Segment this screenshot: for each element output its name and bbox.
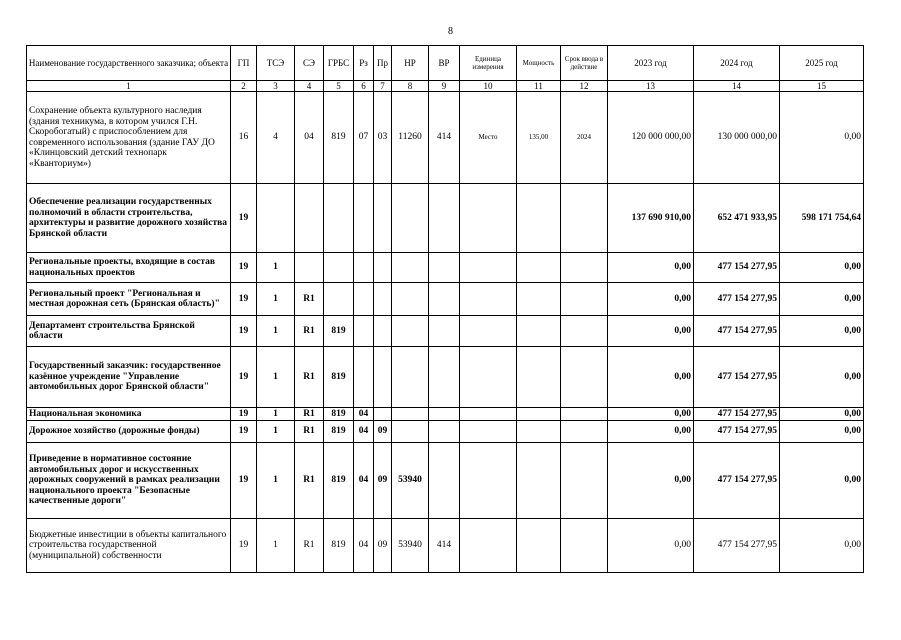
table-cell [374, 184, 392, 253]
table-row [27, 347, 864, 408]
table-cell: 19 [231, 184, 257, 253]
table-cell [460, 443, 517, 519]
table-cell [517, 283, 561, 316]
table-cell: 477 154 277,95 [694, 519, 780, 573]
table-cell: 53940 [392, 519, 429, 573]
header-row [27, 46, 864, 81]
table-cell [517, 408, 561, 421]
table-cell [354, 283, 374, 316]
table-cell [517, 316, 561, 347]
header-cell: Мощность [517, 46, 561, 81]
table-cell: 0,00 [780, 408, 864, 421]
table-cell: 0,00 [608, 408, 694, 421]
table-cell: 0,00 [780, 421, 864, 443]
table-cell: 1 [257, 253, 295, 283]
table-cell [517, 184, 561, 253]
table-cell: 19 [231, 283, 257, 316]
header-cell: ГРБС [324, 46, 354, 81]
table-cell: R1 [295, 316, 324, 347]
table-cell [295, 253, 324, 283]
table-cell [429, 408, 460, 421]
table-cell [429, 347, 460, 408]
table-cell [354, 347, 374, 408]
table-cell [561, 316, 608, 347]
table-cell: 1 [257, 443, 295, 519]
table-cell: R1 [295, 408, 324, 421]
col-number: 6 [354, 81, 374, 92]
table-cell [429, 443, 460, 519]
table-cell: 819 [324, 421, 354, 443]
header-cell: 2023 год [608, 46, 694, 81]
table-cell: R1 [295, 283, 324, 316]
table-cell: 4 [257, 92, 295, 184]
table-cell: 09 [374, 443, 392, 519]
table-cell [460, 253, 517, 283]
table-cell: 414 [429, 519, 460, 573]
table-cell [517, 519, 561, 573]
table-cell [374, 316, 392, 347]
col-number: 11 [517, 81, 561, 92]
table-cell [517, 443, 561, 519]
table-cell [429, 316, 460, 347]
row-name-cell: Государственный заказчик: государственное казённое учреждение "Управление автомобильных дорог Брянской области" [27, 347, 231, 408]
table-cell: 0,00 [780, 347, 864, 408]
header-cell: Единица измерения [460, 46, 517, 81]
table-cell [460, 283, 517, 316]
table-cell [561, 347, 608, 408]
table-cell: 135,00 [517, 92, 561, 184]
table-cell [460, 316, 517, 347]
table-cell: 414 [429, 92, 460, 184]
col-number: 13 [608, 81, 694, 92]
col-number: 1 [27, 81, 231, 92]
table-cell: 598 171 754,64 [780, 184, 864, 253]
table-cell [295, 184, 324, 253]
table-cell: 0,00 [608, 253, 694, 283]
table-cell: R1 [295, 421, 324, 443]
table-cell: 11260 [392, 92, 429, 184]
table-cell: 0,00 [608, 283, 694, 316]
table-cell [561, 283, 608, 316]
table-cell: 04 [354, 421, 374, 443]
table-row [27, 421, 864, 443]
table-cell [374, 283, 392, 316]
table-cell: 477 154 277,95 [694, 443, 780, 519]
table-cell [374, 408, 392, 421]
table-cell: R1 [295, 347, 324, 408]
table-cell [460, 184, 517, 253]
table-cell: 19 [231, 408, 257, 421]
col-number: 7 [374, 81, 392, 92]
table-cell: 1 [257, 347, 295, 408]
table-cell: 1 [257, 283, 295, 316]
table-cell [561, 421, 608, 443]
table-cell: 0,00 [608, 316, 694, 347]
table-cell [354, 253, 374, 283]
table-cell: 819 [324, 519, 354, 573]
col-number: 2 [231, 81, 257, 92]
table-cell [460, 347, 517, 408]
table-cell [392, 283, 429, 316]
header-cell: ГП [231, 46, 257, 81]
table-cell: 137 690 910,00 [608, 184, 694, 253]
col-number: 5 [324, 81, 354, 92]
column-number-row [27, 81, 864, 92]
table-cell: 09 [374, 421, 392, 443]
table-cell [392, 347, 429, 408]
table-cell [561, 253, 608, 283]
table-cell: 1 [257, 421, 295, 443]
table-cell: R1 [295, 519, 324, 573]
table-row [27, 519, 864, 573]
table-cell: 0,00 [780, 253, 864, 283]
table-cell: 819 [324, 316, 354, 347]
table-cell: R1 [295, 443, 324, 519]
row-name-cell: Национальная экономика [27, 408, 231, 421]
table-cell: 0,00 [780, 316, 864, 347]
table-cell [324, 184, 354, 253]
table-cell: 1 [257, 408, 295, 421]
table-cell [561, 408, 608, 421]
table-cell [517, 253, 561, 283]
header-cell: Рз [354, 46, 374, 81]
col-number: 8 [392, 81, 429, 92]
page-number: 8 [448, 26, 453, 37]
table-cell: 477 154 277,95 [694, 408, 780, 421]
row-name-cell: Региональный проект "Региональная и местная дорожная сеть (Брянская область)" [27, 283, 231, 316]
table-cell: 04 [295, 92, 324, 184]
table-cell: 0,00 [608, 347, 694, 408]
table-cell: 0,00 [608, 519, 694, 573]
table-cell [354, 316, 374, 347]
table-cell [460, 408, 517, 421]
table-cell: 0,00 [780, 92, 864, 184]
table-cell: 16 [231, 92, 257, 184]
row-name-cell: Сохранение объекта культурного наследия (здания техникума, в котором учился Г.Н. Скоробогатый) с приспособлением для современного использования (здание ГАУ ДО «Клинцовский детский технопарк «Кванториум») [27, 92, 231, 184]
table-cell [429, 421, 460, 443]
table-cell [517, 421, 561, 443]
header-cell: 2024 год [694, 46, 780, 81]
table-cell: Место [460, 92, 517, 184]
table-cell: 819 [324, 408, 354, 421]
row-name-cell: Приведение в нормативное состояние автомобильных дорог и искусственных дорожных сооружений в рамках реализации национального проекта "Безопасные качественные дороги" [27, 443, 231, 519]
row-name-cell: Дорожное хозяйство (дорожные фонды) [27, 421, 231, 443]
table-cell [392, 184, 429, 253]
table-cell: 1 [257, 519, 295, 573]
table-cell [429, 283, 460, 316]
header-cell: Пр [374, 46, 392, 81]
header-cell: ВР [429, 46, 460, 81]
table-cell [324, 283, 354, 316]
row-name-cell: Бюджетные инвестиции в объекты капитального строительства государственной (муниципальной) собственности [27, 519, 231, 573]
table-cell: 53940 [392, 443, 429, 519]
header-cell: Срок ввода в действие [561, 46, 608, 81]
table-cell: 07 [354, 92, 374, 184]
col-number: 10 [460, 81, 517, 92]
table-cell: 477 154 277,95 [694, 253, 780, 283]
table-row [27, 316, 864, 347]
table-cell: 477 154 277,95 [694, 316, 780, 347]
table-cell [374, 253, 392, 283]
table-cell: 819 [324, 443, 354, 519]
table-cell [429, 184, 460, 253]
table-cell: 0,00 [780, 443, 864, 519]
table-cell: 03 [374, 92, 392, 184]
table-cell: 19 [231, 421, 257, 443]
table-cell: 130 000 000,00 [694, 92, 780, 184]
col-number: 9 [429, 81, 460, 92]
table-cell [324, 253, 354, 283]
col-number: 14 [694, 81, 780, 92]
table-cell: 19 [231, 347, 257, 408]
col-number: 12 [561, 81, 608, 92]
budget-table [26, 45, 864, 573]
table-cell: 0,00 [780, 283, 864, 316]
table-cell: 04 [354, 408, 374, 421]
table-row [27, 253, 864, 283]
table-cell [460, 421, 517, 443]
table-cell [392, 316, 429, 347]
table-row [27, 184, 864, 253]
table-cell: 09 [374, 519, 392, 573]
table-cell: 477 154 277,95 [694, 421, 780, 443]
row-name-cell: Региональные проекты, входящие в состав национальных проектов [27, 253, 231, 283]
header-cell: Наименование государственного заказчика; объекта [27, 46, 231, 81]
table-cell [429, 253, 460, 283]
header-cell: ТСЭ [257, 46, 295, 81]
table-cell: 652 471 933,95 [694, 184, 780, 253]
table-cell: 04 [354, 519, 374, 573]
table-cell [354, 184, 374, 253]
table-cell [392, 421, 429, 443]
table-cell: 0,00 [780, 519, 864, 573]
table-cell [561, 184, 608, 253]
table-cell: 120 000 000,00 [608, 92, 694, 184]
table-row [27, 408, 864, 421]
table-cell [561, 519, 608, 573]
table-cell [257, 184, 295, 253]
header-cell: НР [392, 46, 429, 81]
header-cell: 2025 год [780, 46, 864, 81]
row-name-cell: Обеспечение реализации государственных полномочий в области строительства, архитектуры и развитие дорожного хозяйства Брянской области [27, 184, 231, 253]
table-cell [392, 408, 429, 421]
table-cell: 819 [324, 347, 354, 408]
table-cell [561, 443, 608, 519]
table-cell: 477 154 277,95 [694, 283, 780, 316]
table-cell: 19 [231, 253, 257, 283]
table-cell [460, 519, 517, 573]
table-cell [517, 347, 561, 408]
table-cell [392, 253, 429, 283]
table-row [27, 92, 864, 184]
row-name-cell: Департамент строительства Брянской области [27, 316, 231, 347]
col-number: 4 [295, 81, 324, 92]
header-cell: СЭ [295, 46, 324, 81]
col-number: 3 [257, 81, 295, 92]
table-cell: 819 [324, 92, 354, 184]
table-cell: 0,00 [608, 421, 694, 443]
table-cell: 0,00 [608, 443, 694, 519]
table-cell: 19 [231, 443, 257, 519]
table-cell [374, 347, 392, 408]
table-cell: 1 [257, 316, 295, 347]
table-cell: 19 [231, 519, 257, 573]
col-number: 15 [780, 81, 864, 92]
table-cell: 477 154 277,95 [694, 347, 780, 408]
table-cell: 2024 [561, 92, 608, 184]
table-cell: 04 [354, 443, 374, 519]
table-row [27, 443, 864, 519]
table-row [27, 283, 864, 316]
table-cell: 19 [231, 316, 257, 347]
